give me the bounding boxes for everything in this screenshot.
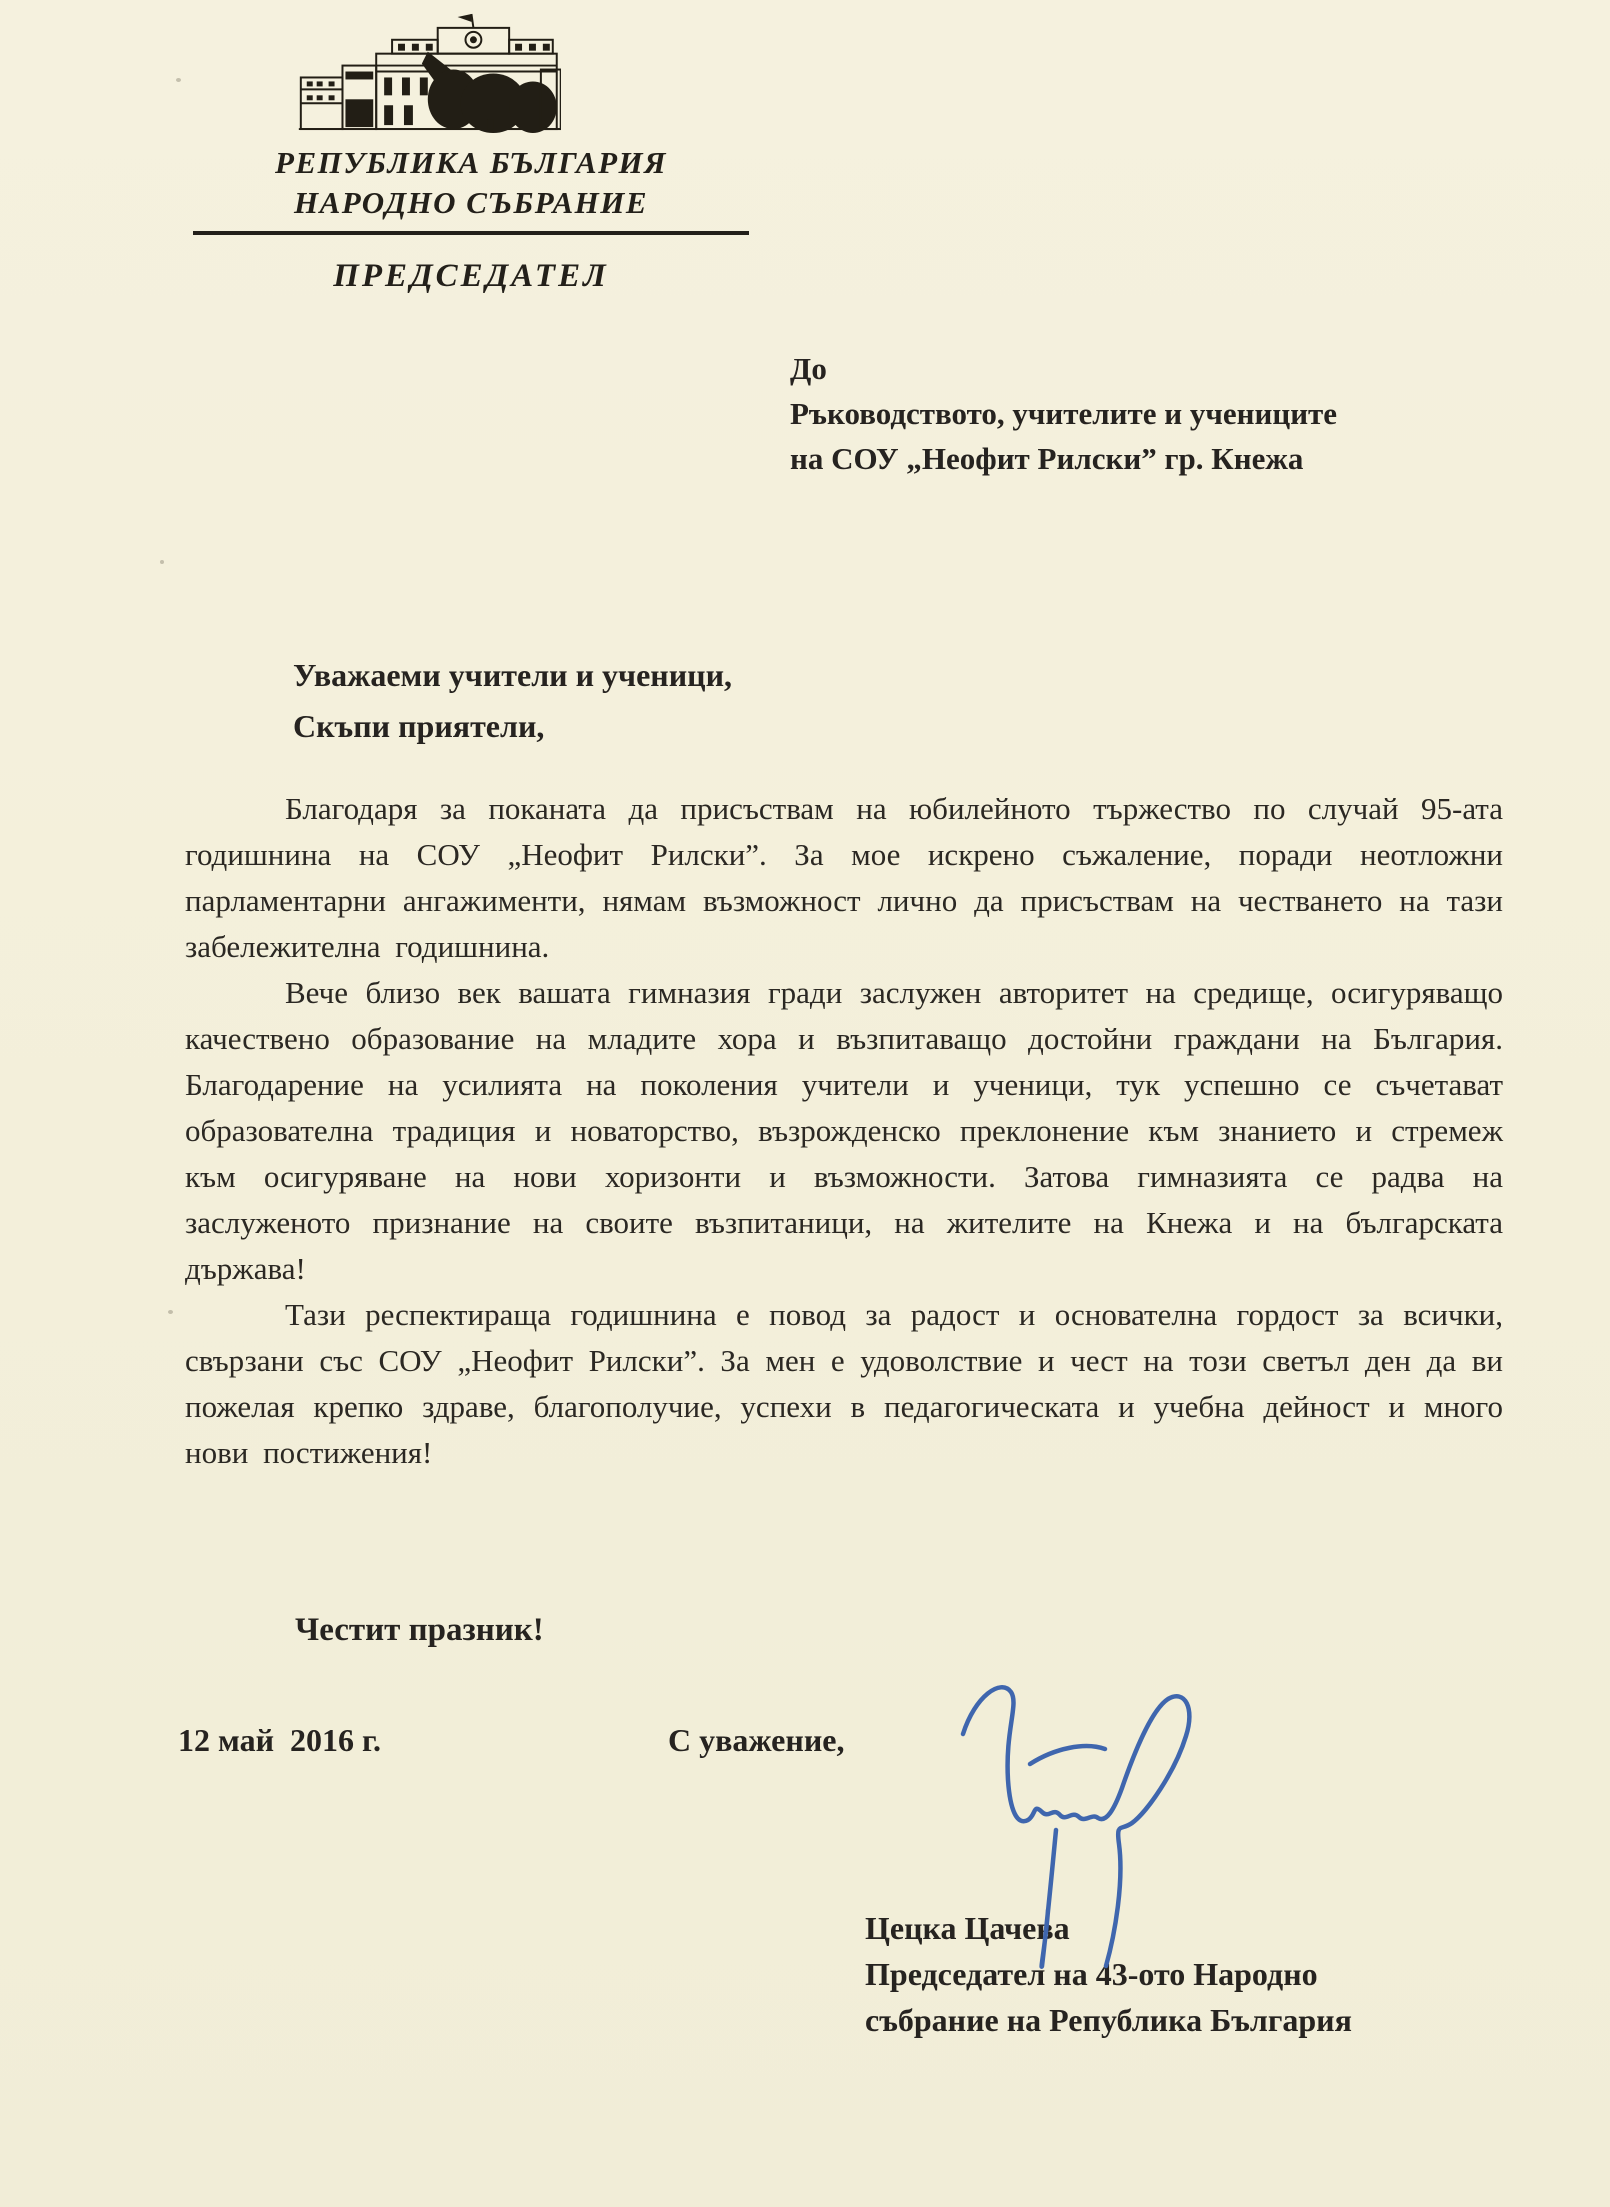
salutation-block <box>293 650 1193 752</box>
signer-title-line1: Председател на 43-ото Народно <box>865 1956 1318 1992</box>
holiday-greeting: Честит празник! <box>295 1612 544 1648</box>
role-title: ПРЕДСЕДАТЕЛ <box>333 258 609 294</box>
national-assembly-building-icon <box>243 12 561 136</box>
body-paragraph-3: Тази респектираща годишнина е повод за радост и основателна гордост за всички, свързани със СОУ „Неофит Рилски”. За мен е удоволствие и чест на този светъл ден да ви пожелая крепко здраве, благополучие, успехи в педагогическата и учебна дейност и много нови постижения! <box>185 1297 1503 1470</box>
letter-date: 12 май 2016 г. <box>178 1722 381 1758</box>
salutation-line1: Уважаеми учители и ученици, <box>293 657 733 693</box>
regards-label: С уважение, <box>668 1722 845 1758</box>
recipient-line1: Ръководството, учителите и учениците <box>790 396 1338 431</box>
scan-speck <box>176 78 181 82</box>
letterhead-country: РЕПУБЛИКА БЪЛГАРИЯ <box>275 145 667 180</box>
letter-body <box>185 786 1503 1476</box>
letterhead <box>193 143 749 235</box>
signer-name: Цецка Цачева <box>865 1910 1070 1946</box>
handwritten-signature-icon <box>930 1672 1210 1972</box>
letterhead-institution: НАРОДНО СЪБРАНИЕ <box>293 185 649 220</box>
recipient-to-label: До <box>790 351 827 386</box>
body-paragraph-2: Вече близо век вашата гимназия гради заслужен авторитет на средище, осигуряващо качествено образование на младите хора и възпитаващо достойни граждани на България. Благодарение на усилията на поколения учители и ученици, тук успешно се съчетават образователна традиция и новаторство, възрожденско преклонение към знанието и стремеж към осигуряване на нови хоризонти и възможности. Затова гимназията се радва на заслуженото признание на своите възпитаници, на жителите на Кнежа и на българската държава! <box>185 975 1503 1286</box>
scan-speck <box>160 560 164 564</box>
scan-speck <box>168 1310 173 1314</box>
signer-title-line2: събрание на Република България <box>865 2002 1352 2038</box>
recipient-block <box>790 346 1550 481</box>
salutation-line2: Скъпи приятели, <box>293 708 545 744</box>
body-paragraph-1: Благодаря за поканата да присъствам на юбилейното тържество по случай 95-ата годишнина на СОУ „Неофит Рилски”. За мое искрено съжаление, поради неотложни парламентарни ангажименти, нямам възможност лично да присъствам на честването на тази забележителна годишнина. <box>185 791 1503 964</box>
recipient-line2: на СОУ „Неофит Рилски” гр. Кнежа <box>790 441 1304 476</box>
